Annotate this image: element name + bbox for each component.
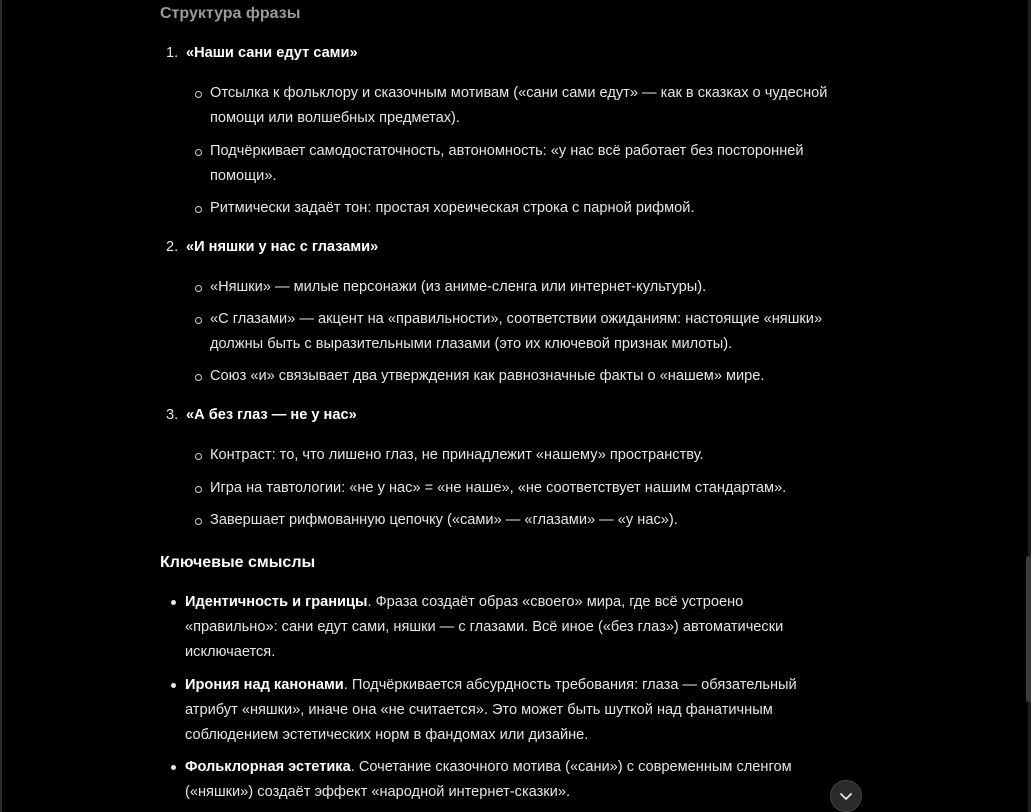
- list-subitem: Союз «и» связывает два утверждения как равнозначные факты о «нашем» мире.: [210, 364, 830, 389]
- bullet-item: [185, 755, 810, 805]
- list-number: 2.: [166, 239, 179, 255]
- scrollbar-thumb[interactable]: [1026, 556, 1031, 702]
- bullet-item: [185, 590, 810, 665]
- list-number: 3.: [166, 407, 179, 423]
- list-subitem: «С глазами» — акцент на «правильности», соответствии ожиданиям: настоящие «няшки» должны быть с выразительными глазами (это их ключевой признак милоты).: [210, 307, 830, 357]
- bullet-text: . Подчёркивается абсурдность требования: глаза — обязательный атрибут «няшки», иначе она «не считается». Это может быть шуткой над фанатичным соблюдением эстетических норм в фандомах или дизайне.: [185, 677, 797, 743]
- bullet-text: . Фраза создаёт образ «своего» мира, где всё устроено «правильно»: сани едут сами, няшки — с глазами. Всё иное («без глаз») автоматически исключается.: [185, 594, 784, 660]
- chevron-down-icon: [838, 788, 854, 804]
- list-item-title: «А без глаз — не у нас»: [186, 407, 357, 423]
- section-heading-structure: Структура фразы: [160, 5, 301, 22]
- list-item-title: «И няшки у нас с глазами»: [186, 239, 379, 255]
- list-subitem: Подчёркивает самодостаточность, автономность: «у нас всё работает без посторонней помощи».: [210, 139, 830, 189]
- window-edge: [0, 0, 2, 812]
- list-subitem: Игра на тавтологии: «не у нас» = «не наше», «не соответствует нашим стандартам».: [210, 476, 830, 501]
- list-subitem: Отсылка к фольклору и сказочным мотивам («сани сами едут» — как в сказках о чудесной помощи или волшебных предметах).: [210, 81, 830, 131]
- list-subitem: «Няшки» — милые персонажи (из аниме-сленга или интернет-культуры).: [210, 275, 830, 300]
- ordered-list-item: [166, 239, 378, 255]
- bullet-item: [185, 673, 810, 748]
- bullet-term: Идентичность и границы: [185, 594, 368, 610]
- bullet-term: Ирония над канонами: [185, 677, 344, 693]
- list-subitem: Ритмически задаёт тон: простая хореическая строка с парной рифмой.: [210, 196, 830, 221]
- list-subitem: Завершает рифмованную цепочку («сами» — «глазами» — «у нас»).: [210, 508, 830, 533]
- list-subitem: Контраст: то, что лишено глаз, не принадлежит «нашему» пространству.: [210, 443, 830, 468]
- ordered-list-item: [166, 407, 357, 423]
- list-number: 1.: [166, 45, 179, 61]
- bullet-term: Фольклорная эстетика: [185, 759, 351, 775]
- ordered-list-item: [166, 45, 358, 61]
- list-item-title: «Наши сани едут сами»: [186, 45, 358, 61]
- scroll-to-bottom-button[interactable]: [830, 780, 862, 812]
- section-heading-key-meanings: Ключевые смыслы: [160, 554, 316, 571]
- bullet-text: . Сочетание сказочного мотива («сани») с современным сленгом («няшки») создаёт эффект «народной интернет-сказки».: [185, 759, 792, 800]
